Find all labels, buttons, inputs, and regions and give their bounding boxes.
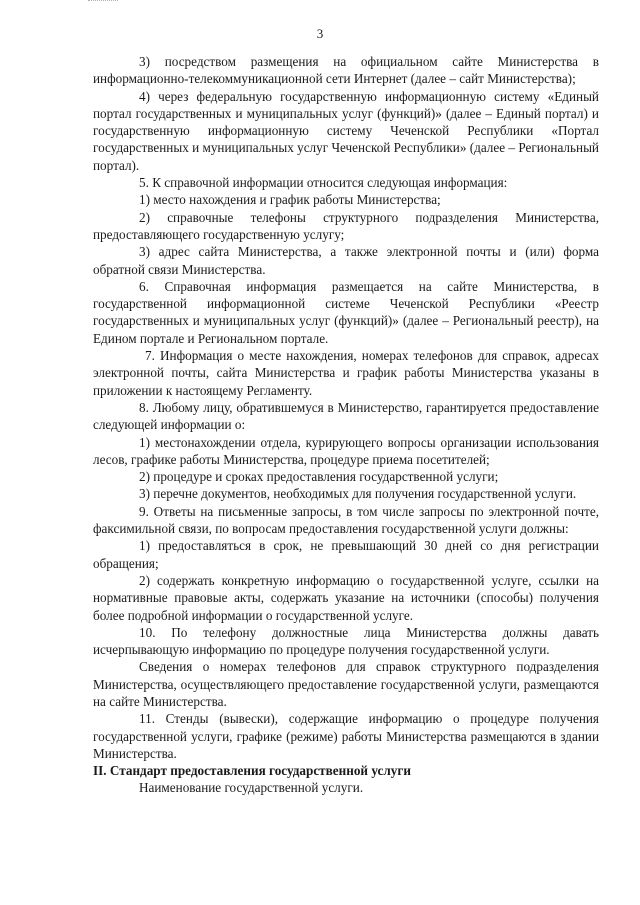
- paragraph: Наименование государственной услуги.: [139, 780, 364, 796]
- paragraph: 2) справочные телефоны структурного подразделения Министерства, предоставляющего государственную услугу;: [93, 209, 599, 242]
- page-number: 3: [316, 26, 324, 41]
- paragraph: 9. Ответы на письменные запросы, в том числе запросы по электронной почте, факсимильной связи, по вопросам предоставления государственной услуги должны:: [93, 503, 599, 537]
- paragraph: 3) перечне документов, необходимых для получения государственной услуги.: [139, 486, 577, 502]
- paragraph: 5. К справочной информации относится следующая информация:: [139, 175, 508, 191]
- paragraph: 1) местонахождении отдела, курирующего вопросы организации использования лесов, графике работы Министерства, процедуре приема посетителей;: [93, 434, 599, 467]
- paragraph: 7. Информация о месте нахождения, номерах телефонов для справок, адресах электронной почты, сайта Министерства и график работы Министерства указаны в приложении к настоящему Регламенту.: [93, 348, 599, 398]
- paragraph: 1) место нахождения и график работы Министерства;: [139, 192, 441, 208]
- section-heading: II. Стандарт предоставления государственной услуги: [93, 763, 411, 779]
- paragraph: 2) содержать конкретную информацию о государственной услуге, ссылки на нормативные правовые акты, содержать указание на источники (способы) получения более подробной информации о государственной услуге.: [93, 572, 599, 623]
- paragraph: 10. По телефону должностные лица Министерства должны давать исчерпывающую информацию по процедуре получения государственной услуги.: [93, 624, 599, 658]
- paragraph: 4) через федеральную государственную информационную систему «Единый портал государственных и муниципальных услуг (функций)» (далее – Единый портал) и государственную информационную систему Чеченской Республики «Портал государственных и муниципальных услуг Чеченской Республики» (далее – Региональный портал).: [93, 88, 599, 173]
- paragraph: Сведения о номерах телефонов для справок структурного подразделения Министерства, осуществляющего предоставление государственной услуги, размещаются на сайте Министерства.: [93, 659, 599, 709]
- document-body: [93, 53, 599, 797]
- paragraph: 11. Стенды (вывески), содержащие информацию о процедуре получения государственной услуги, графике (режиме) работы Министерства размещаются в здании Министерства.: [93, 711, 599, 761]
- paragraph: 6. Справочная информация размещается на сайте Министерства, в государственной информационной системе Чеченской Республики «Реестр государственных и муниципальных услуг (функций)» (далее – Региональный реестр), на Едином портале и Региональном портале.: [93, 278, 599, 346]
- scan-artifact: [88, 0, 118, 9]
- paragraph: 8. Любому лицу, обратившемуся в Министерство, гарантируется предоставление следующей информации о:: [93, 399, 599, 433]
- paragraph: 3) адрес сайта Министерства, а также электронной почты и (или) форма обратной связи Министерства.: [93, 244, 599, 277]
- paragraph: 1) предоставляться в срок, не превышающий 30 дней со дня регистрации обращения;: [93, 538, 599, 571]
- paragraph: 2) процедуре и сроках предоставления государственной услуги;: [139, 469, 499, 485]
- paragraph: 3) посредством размещения на официальном сайте Министерства в информационно-телекоммуникационной сети Интернет (далее – сайт Министерства);: [93, 54, 599, 87]
